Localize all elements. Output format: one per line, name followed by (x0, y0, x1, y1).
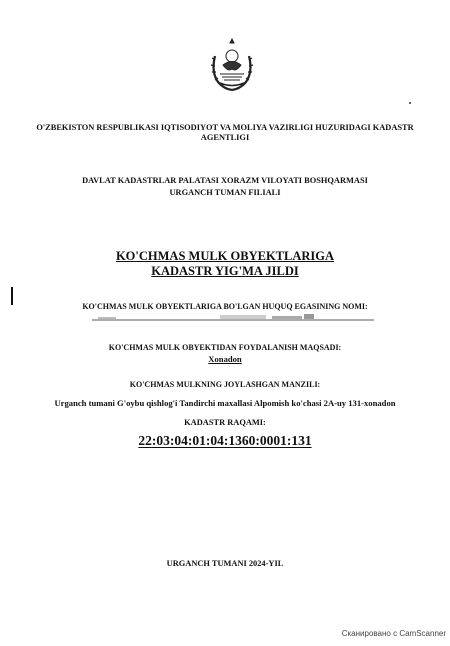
city-year: URGANCH TUMANI 2024-YIL (166, 559, 284, 568)
scanner-watermark: Сканировано с CamScanner (341, 629, 446, 638)
cadastral-number-line (0, 433, 450, 449)
redacted-owner-name (92, 314, 374, 322)
address-value: Urganch tumani G'oybu qishlog'i Tandirchi maxallasi Alpomish ko'chasi 2A-uy 131-xonadon (54, 398, 396, 408)
cadastral-label: KADASTR RAQAMI: (184, 418, 266, 427)
owner-label: KO'CHMAS MULK OBYEKTLARIGA BO'LGAN HUQUQ EGASINING NOMI: (82, 302, 368, 311)
document-title-text1: KO'CHMAS MULK OBYEKTLARIGA (115, 249, 335, 263)
usage-label: KO'CHMAS MULK OBYEKTIDAN FOYDALANISH MAQSADI: (108, 343, 342, 352)
usage-value: Xonadon (208, 354, 242, 364)
document-title-text2: KADASTR YIG'MA JILDI (151, 264, 299, 278)
state-emblem-icon (206, 36, 258, 94)
org-name-line2: AGENTLIGI (200, 133, 250, 142)
org-name-line1: O'ZBEKISTON RESPUBLIKASI IQTISODIYOT VA MOLIYA VAZIRLIGI HUZURIDAGI KADASTR (36, 123, 414, 132)
branch-line2: URGANCH TUMAN FILIALI (169, 188, 281, 197)
cadastral-number: 22:03:04:01:04:1360:0001:131 (138, 433, 312, 448)
address-label: KO'CHMAS MULKNING JOYLASHGAN MANZILI: (129, 380, 321, 389)
document-title-line1 (0, 249, 450, 264)
document-title-line2 (0, 264, 450, 279)
usage-value-line (0, 354, 450, 364)
branch-line1: DAVLAT KADASTRLAR PALATASI XORAZM VILOYATI BOSHQARMASI (82, 176, 368, 185)
scan-speck (409, 102, 411, 104)
